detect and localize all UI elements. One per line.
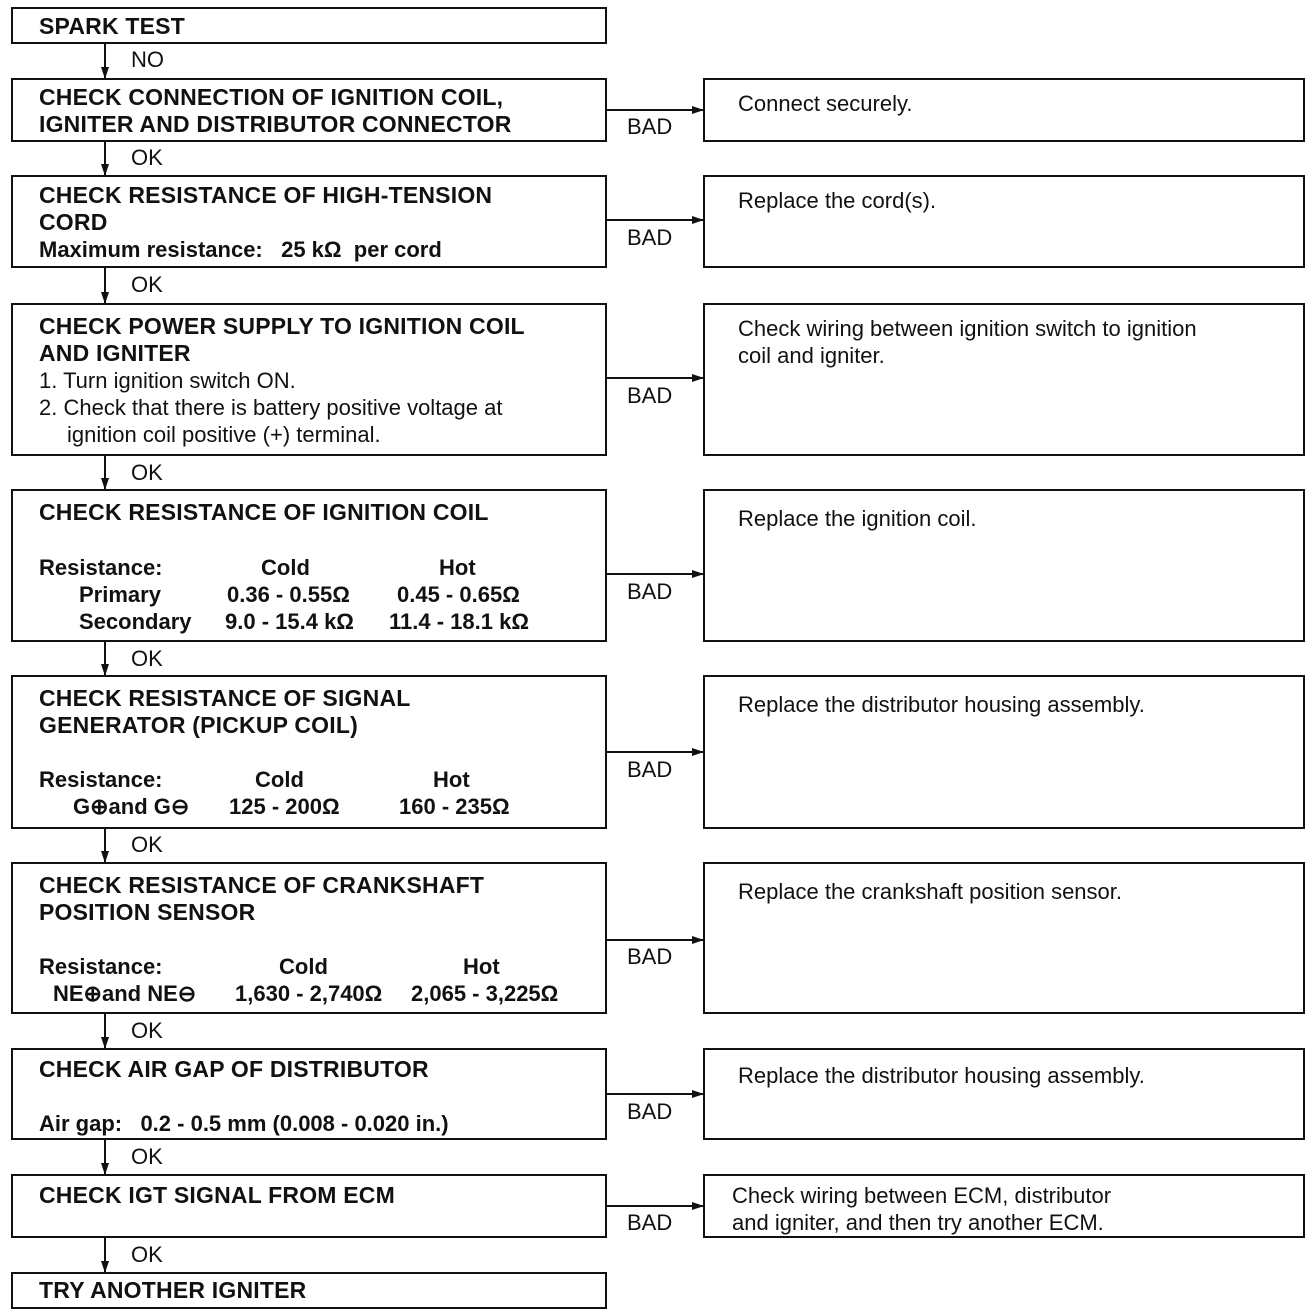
remedy-replace-distributor-housing [703,675,1305,829]
col-cold: Cold [261,555,310,580]
step-title-line: CHECK POWER SUPPLY TO IGNITION COIL [39,313,525,339]
step-check-ignition-coil [11,489,607,642]
resistance-label: Resistance: [39,954,163,979]
remedy-line: and igniter, and then try another ECM. [732,1210,1104,1235]
bad-label: BAD [627,225,673,250]
remedy-line: Replace the distributor housing assembly. [738,692,1145,717]
bad-label: BAD [627,383,673,408]
remedy-check-wiring-ignition-switch [703,303,1305,456]
step-title-line: CHECK RESISTANCE OF SIGNAL [39,685,411,711]
try-another-igniter-title: TRY ANOTHER IGNITER [39,1277,307,1303]
step-check-igt-signal [11,1174,607,1238]
step-title-line: POSITION SENSOR [39,899,256,925]
row-hot: 11.4 - 18.1 kΩ [389,609,529,634]
ok-label: OK [131,646,163,671]
ok-label: OK [131,460,163,485]
bad-label: BAD [627,579,673,604]
resistance-label: Resistance: [39,767,163,792]
instruction-line: ignition coil positive (+) terminal. [67,422,381,447]
step-check-crankshaft-sensor [11,862,607,1014]
step-check-air-gap [11,1048,607,1140]
bad-label: BAD [627,1210,673,1235]
step-check-high-tension-cord [11,175,607,268]
row-hot: 160 - 235Ω [399,794,510,819]
remedy-replace-distributor-housing [703,1048,1305,1140]
instruction-line: 1. Turn ignition switch ON. [39,368,296,393]
spark-test-title: SPARK TEST [39,13,185,39]
remedy-line: Replace the ignition coil. [738,506,977,531]
ok-label: OK [131,832,163,857]
row-cold: 0.36 - 0.55Ω [227,582,350,607]
step-title-line: CHECK RESISTANCE OF HIGH-TENSION [39,182,493,208]
step-title-line: GENERATOR (PICKUP COIL) [39,712,358,738]
col-cold: Cold [279,954,328,979]
row-hot: 0.45 - 0.65Ω [397,582,520,607]
step-title-line: CHECK IGT SIGNAL FROM ECM [39,1182,395,1208]
resistance-label: Resistance: [39,555,163,580]
remedy-line: Check wiring between ECM, distributor [732,1183,1112,1208]
step-check-power-supply [11,303,607,456]
ok-label: OK [131,1018,163,1043]
spark-test-box [11,7,607,44]
remedy-line: coil and igniter. [738,343,885,368]
bad-label: BAD [627,757,673,782]
bad-label: BAD [627,944,673,969]
col-hot: Hot [433,767,470,792]
no-label: NO [131,47,164,72]
table-row [39,980,595,1007]
row-name: NE⊕and NE⊖ [53,981,197,1006]
remedy-connect-securely [703,78,1305,142]
bad-label: BAD [627,114,673,139]
instruction-line: 2. Check that there is battery positive voltage at [39,395,503,420]
remedy-check-wiring-ecm [703,1174,1305,1238]
remedy-replace-crankshaft-sensor [703,862,1305,1014]
col-hot: Hot [439,555,476,580]
col-cold: Cold [255,767,304,792]
remedy-line: Replace the distributor housing assembly. [738,1063,1145,1088]
step-title-line: CHECK AIR GAP OF DISTRIBUTOR [39,1056,429,1082]
remedy-line: Connect securely. [738,91,913,116]
remedy-line: Replace the crankshaft position sensor. [738,879,1123,904]
table-row [39,608,595,635]
step-spec: Air gap: 0.2 - 0.5 mm (0.008 - 0.020 in.) [39,1111,449,1136]
try-another-igniter-box [11,1272,607,1309]
step-title-line: CHECK RESISTANCE OF IGNITION COIL [39,499,489,525]
step-title-line: IGNITER AND DISTRIBUTOR CONNECTOR [39,111,512,137]
step-title-line: CORD [39,209,108,235]
resistance-header-row [39,953,595,980]
step-check-signal-generator [11,675,607,829]
table-row [39,581,595,608]
remedy-replace-cords [703,175,1305,268]
row-cold: 125 - 200Ω [229,794,340,819]
row-name: Secondary [79,609,192,634]
row-cold: 9.0 - 15.4 kΩ [225,609,354,634]
row-name: G⊕and G⊖ [73,794,190,819]
bad-label: BAD [627,1099,673,1124]
step-title-line: CHECK RESISTANCE OF CRANKSHAFT [39,872,485,898]
resistance-header-row [39,554,595,581]
ok-label: OK [131,1242,163,1267]
ok-label: OK [131,272,163,297]
col-hot: Hot [463,954,500,979]
resistance-header-row [39,766,595,793]
remedy-line: Check wiring between ignition switch to ignition [738,316,1197,341]
ok-label: OK [131,145,163,170]
step-title-line: AND IGNITER [39,340,191,366]
remedy-replace-ignition-coil [703,489,1305,642]
remedy-line: Replace the cord(s). [738,188,937,213]
row-hot: 2,065 - 3,225Ω [411,981,559,1006]
table-row [39,793,595,820]
step-spec: Maximum resistance: 25 kΩ per cord [39,237,442,262]
row-cold: 1,630 - 2,740Ω [235,981,383,1006]
row-name: Primary [79,582,161,607]
step-check-connection [11,78,607,142]
ok-label: OK [131,1144,163,1169]
step-title-line: CHECK CONNECTION OF IGNITION COIL, [39,84,504,110]
